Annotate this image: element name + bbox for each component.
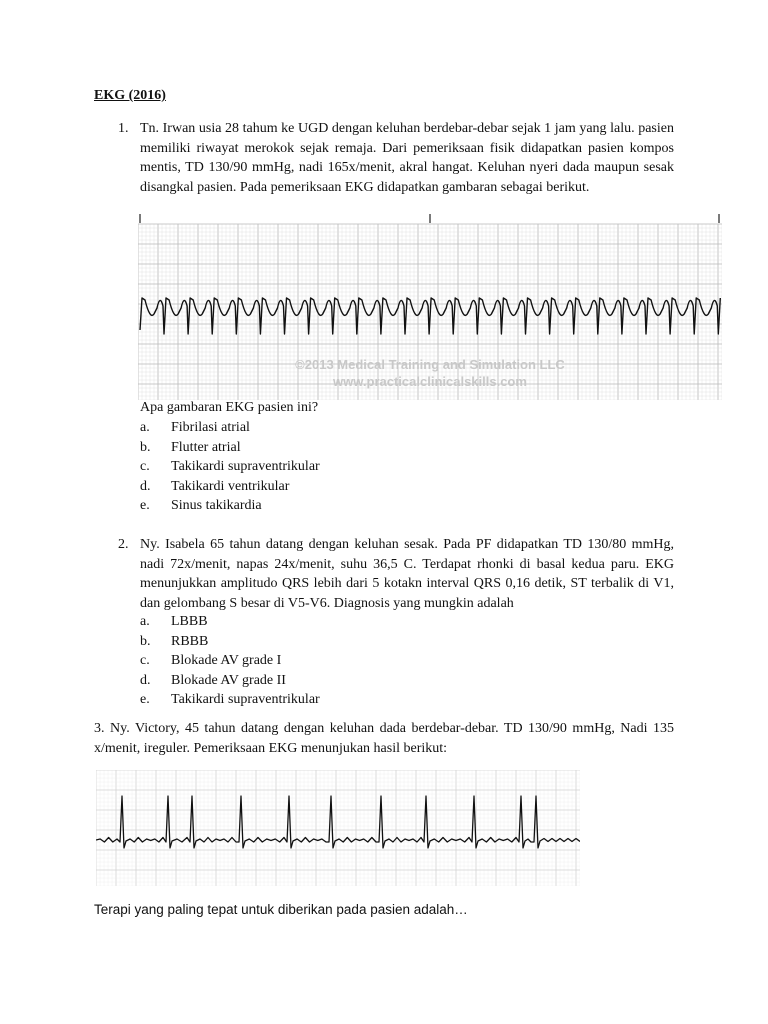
question-3-prompt: Terapi yang paling tepat untuk diberikan pada pasien adalah… (94, 902, 468, 917)
option[interactable] (140, 632, 320, 652)
question-3-number: 3. (94, 721, 105, 736)
ecg-watermark-url: www.practicalclinicalskills.com (333, 374, 527, 389)
option[interactable] (140, 612, 320, 632)
option[interactable] (140, 651, 320, 671)
document-title: EKG (2016) (94, 88, 166, 103)
question-1-text: Tn. Irwan usia 28 tahum ke UGD dengan keluhan berdebar-debar sejak 1 jam yang lalu. pasien memiliki riwayat merokok sejak remaja. Dari pemeriksaan fisik didapatkan pasien kompos mentis, TD 130/90 mmHg, nadi 165x/menit, akral hangat. Keluhan nyeri dada maupun sesak disangkal pasien. Pada pemeriksaan EKG didapatkan gambaran sebagai berikut. (140, 121, 674, 195)
ecg-watermark-copyright: ©2013 Medical Training and Simulation LLC (295, 357, 565, 372)
question-1-number: 1. (118, 121, 129, 136)
option[interactable] (140, 438, 320, 458)
option[interactable] (140, 496, 320, 516)
question-2-text: Ny. Isabela 65 tahun datang dengan keluhan sesak. Pada PF didapatkan TD 130/80 mmHg, nadi 72x/menit, napas 24x/menit, suhu 36,5 C. Terdapat rhonki di basal kedua paru. EKG menunjukkan amplitudo QRS lebih dari 5 kotakn interval QRS 0,16 detik, ST terbalik di V1, dan gelombang S besar di V5-V6. Diagnosis yang mungkin adalah (140, 537, 674, 611)
option-text: Takikardi supraventrikular (171, 692, 320, 707)
option-text: Blokade AV grade I (171, 653, 282, 668)
question-1-options (140, 418, 320, 516)
option-text: Fibrilasi atrial (171, 420, 250, 435)
option-text: Takikardi supraventrikular (171, 459, 320, 474)
option-letter: b. (140, 439, 151, 455)
question-1-prompt: Apa gambaran EKG pasien ini? (140, 400, 319, 415)
option-letter: c. (140, 459, 150, 474)
option[interactable] (140, 418, 320, 438)
option-letter: a. (140, 614, 150, 629)
option-text: Sinus takikardia (171, 498, 262, 513)
question-3-block (94, 719, 674, 758)
option-letter: c. (140, 653, 150, 668)
option[interactable] (140, 671, 320, 691)
option[interactable] (140, 690, 320, 710)
question-3-text: Ny. Victory, 45 tahun datang dengan keluhan dada berdebar-debar. TD 130/90 mmHg, Nadi 135 x/menit, ireguler. Pemeriksaan EKG menunjukan hasil berikut: (94, 721, 675, 756)
question-2-number: 2. (118, 537, 129, 552)
ecg-strip-3 (96, 770, 580, 886)
option[interactable] (140, 457, 320, 477)
option[interactable] (140, 477, 320, 497)
option-letter: a. (140, 420, 150, 435)
option-letter: d. (140, 672, 151, 688)
option-letter: e. (140, 498, 150, 513)
option-text: Blokade AV grade II (171, 672, 286, 688)
option-text: Takikardi ventrikular (171, 478, 290, 494)
option-letter: b. (140, 633, 151, 649)
option-text: Flutter atrial (171, 439, 241, 455)
option-letter: d. (140, 478, 151, 494)
option-text: RBBB (171, 633, 209, 649)
option-letter: e. (140, 692, 150, 707)
option-text: LBBB (171, 614, 208, 629)
question-2-options (140, 612, 320, 710)
